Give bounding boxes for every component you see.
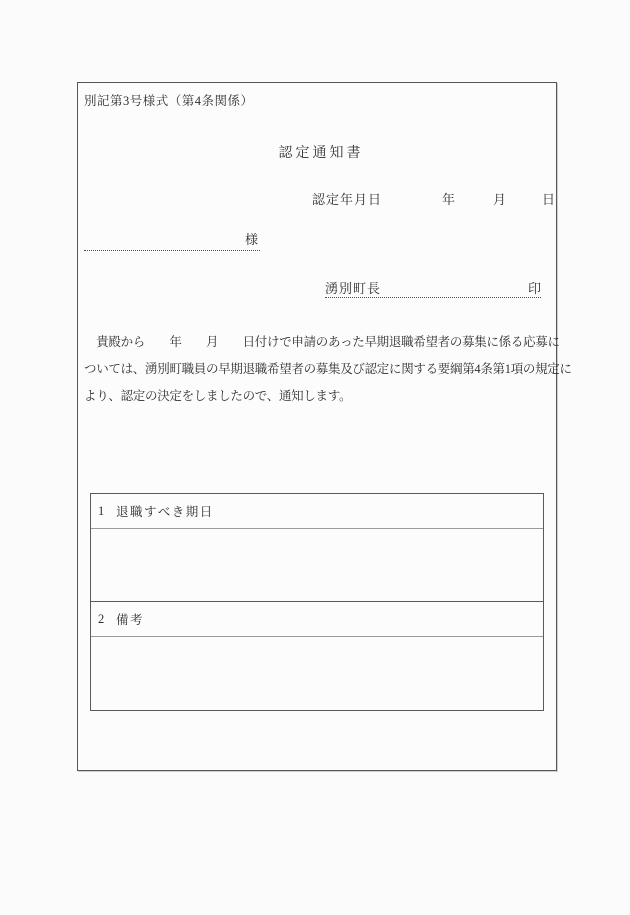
entry-table [90,493,544,711]
addressee-honorific: 様 [244,232,258,247]
table-row-header-remarks [91,602,543,637]
body-line: より、認定の決定をしましたので、通知します。 [84,389,352,403]
body-line: ついては、湧別町職員の早期退職希望者の募集及び認定に関する要綱第4条第1項の規定に [84,362,572,376]
mayor-signature-line [325,275,541,298]
certification-date-line [78,189,556,207]
table-row-value-remarks [91,637,543,710]
row-number: 1 [98,503,105,518]
year-label: 年 [442,192,456,207]
seal-mark: 印 [527,281,541,296]
form-sheet [77,82,572,771]
form-code-label: 別記第3号様式（第4条関係） [84,94,254,108]
notification-body [84,329,572,410]
body-line: 貴殿から 年 月 日付けで申請のあった早期退職希望者の募集に係る応募に [84,335,560,349]
row-title: 退職すべき期日 [116,505,214,519]
certification-date-label: 認定年月日 [312,192,383,207]
day-label: 日 [542,192,556,207]
addressee-dotted-line [84,229,260,251]
table-row-value-retirement-date [91,529,543,602]
row-number: 2 [98,611,105,626]
document-title: 認定通知書 [278,146,364,161]
month-label: 月 [493,192,507,207]
table-row-header-retirement-date [91,494,543,529]
mayor-title-label: 湧別町長 [325,281,382,296]
row-title: 備考 [116,613,145,627]
